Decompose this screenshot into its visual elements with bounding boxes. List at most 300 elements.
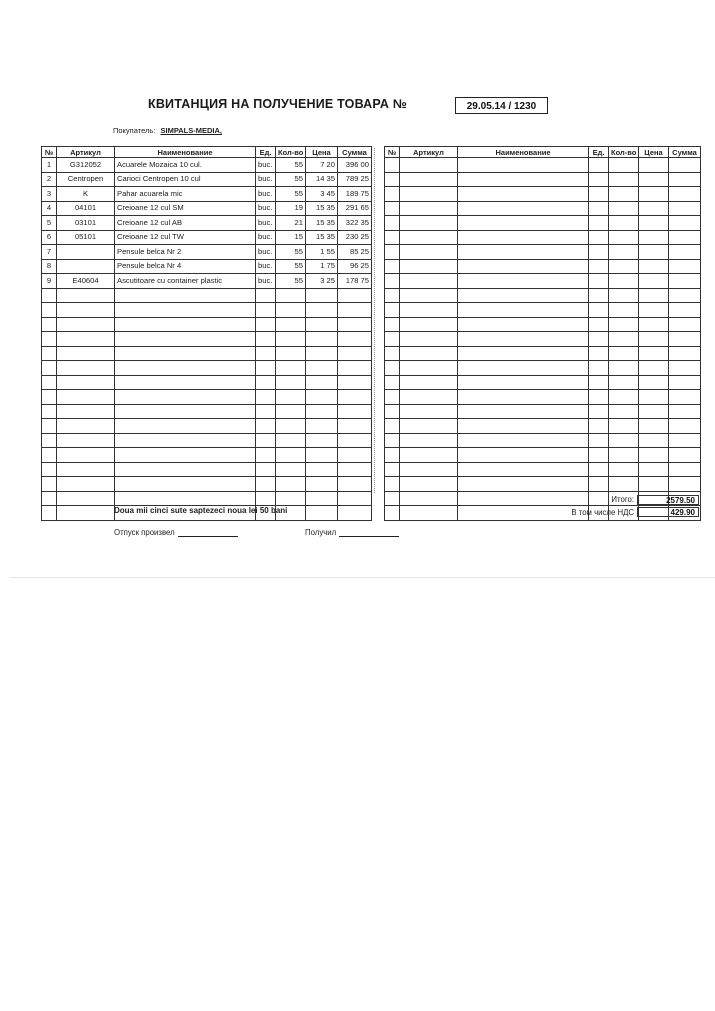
table-row — [42, 303, 372, 318]
cell-unit: buc. — [256, 259, 276, 274]
cell-unit: buc. — [256, 201, 276, 216]
cell-unit — [589, 477, 609, 492]
cell-price — [639, 274, 669, 289]
cell-price — [639, 230, 669, 245]
cell-unit: buc. — [256, 230, 276, 245]
table-row — [385, 230, 701, 245]
cell-no — [385, 230, 400, 245]
cell-sum — [338, 419, 372, 434]
cell-unit: buc. — [256, 274, 276, 289]
table-row — [385, 361, 701, 376]
table-row — [42, 259, 372, 274]
cell-price — [306, 404, 338, 419]
cell-sum — [669, 361, 701, 376]
cell-name — [458, 274, 589, 289]
cell-name — [115, 346, 256, 361]
signature-line — [178, 528, 238, 537]
cell-qty — [609, 158, 639, 173]
cell-sum: 178 75 — [338, 274, 372, 289]
cell-sum: 189 75 — [338, 187, 372, 202]
cell-sum — [669, 274, 701, 289]
cell-no — [42, 491, 57, 506]
cell-price — [306, 332, 338, 347]
cell-name — [115, 288, 256, 303]
table-row — [42, 158, 372, 173]
table-row — [385, 419, 701, 434]
cell-sum: 291 65 — [338, 201, 372, 216]
cell-article — [400, 158, 458, 173]
col-header-price: Цена — [639, 147, 669, 158]
cell-sum — [338, 303, 372, 318]
cell-unit — [256, 390, 276, 405]
table-row — [385, 187, 701, 202]
cell-qty — [609, 419, 639, 434]
cell-qty — [609, 317, 639, 332]
table-row — [42, 332, 372, 347]
cell-no — [385, 433, 400, 448]
cell-no — [385, 404, 400, 419]
cell-name — [458, 245, 589, 260]
table-row — [385, 346, 701, 361]
cell-qty — [276, 346, 306, 361]
table-row — [385, 158, 701, 173]
cell-qty — [276, 491, 306, 506]
cell-unit — [589, 361, 609, 376]
cell-sum: 230 25 — [338, 230, 372, 245]
cell-article — [400, 361, 458, 376]
cell-article — [400, 216, 458, 231]
table-row — [42, 419, 372, 434]
cell-price — [639, 259, 669, 274]
cell-article — [400, 259, 458, 274]
cell-name — [115, 317, 256, 332]
cell-unit — [256, 491, 276, 506]
cell-unit — [589, 172, 609, 187]
cell-article — [57, 390, 115, 405]
cell-qty — [276, 332, 306, 347]
cell-sum — [338, 491, 372, 506]
cell-qty — [276, 375, 306, 390]
cell-name: Creioane 12 cul AB — [115, 216, 256, 231]
cell-no — [385, 332, 400, 347]
cell-sum — [669, 317, 701, 332]
cell-no — [385, 448, 400, 463]
col-header-name: Наименование — [458, 147, 589, 158]
cell-name — [458, 303, 589, 318]
table-row — [385, 274, 701, 289]
cell-price — [306, 317, 338, 332]
col-header-article: Артикул — [57, 147, 115, 158]
cell-article — [57, 448, 115, 463]
cell-qty — [609, 404, 639, 419]
cell-unit: buc. — [256, 216, 276, 231]
cell-unit: buc. — [256, 245, 276, 260]
cell-unit: buc. — [256, 187, 276, 202]
cell-article: K — [57, 187, 115, 202]
cell-unit — [589, 303, 609, 318]
cell-price — [639, 375, 669, 390]
cell-name — [458, 158, 589, 173]
cell-price — [306, 477, 338, 492]
cell-price — [306, 491, 338, 506]
cell-name — [458, 288, 589, 303]
cell-unit — [589, 448, 609, 463]
cell-unit — [589, 216, 609, 231]
cell-no — [385, 259, 400, 274]
cell-qty: 55 — [276, 187, 306, 202]
cell-price — [639, 419, 669, 434]
cell-qty — [276, 288, 306, 303]
cell-article — [57, 419, 115, 434]
total-value: 2579.50 — [637, 495, 699, 505]
cell-article — [400, 390, 458, 405]
cell-name — [115, 404, 256, 419]
cell-qty — [276, 419, 306, 434]
cell-price — [639, 404, 669, 419]
cell-name — [115, 390, 256, 405]
table-row — [385, 462, 701, 477]
cell-unit — [589, 332, 609, 347]
cell-price — [639, 201, 669, 216]
cell-qty — [609, 361, 639, 376]
cell-qty — [609, 462, 639, 477]
cell-qty — [609, 477, 639, 492]
cell-name — [458, 477, 589, 492]
cell-price — [639, 477, 669, 492]
released-label: Отпуск произвел — [114, 528, 175, 537]
cell-name — [115, 448, 256, 463]
col-header-no: № — [385, 147, 400, 158]
page-fold-line — [10, 577, 715, 578]
cell-no — [42, 419, 57, 434]
cell-no — [42, 477, 57, 492]
cell-qty — [276, 303, 306, 318]
cell-name — [115, 361, 256, 376]
cell-unit — [256, 448, 276, 463]
cell-no: 9 — [42, 274, 57, 289]
cell-article: Centropen — [57, 172, 115, 187]
cell-qty — [276, 361, 306, 376]
cell-article — [57, 433, 115, 448]
cell-name — [458, 216, 589, 231]
cell-article — [400, 274, 458, 289]
cell-price — [639, 448, 669, 463]
cell-article — [400, 317, 458, 332]
cell-sum: 396 00 — [338, 158, 372, 173]
cell-name: Creioane 12 cul SM — [115, 201, 256, 216]
cell-sum — [669, 375, 701, 390]
cell-unit — [589, 259, 609, 274]
cell-price — [306, 390, 338, 405]
cell-price — [639, 216, 669, 231]
cell-article — [57, 361, 115, 376]
table-row — [42, 317, 372, 332]
cell-article — [400, 187, 458, 202]
cell-name — [458, 201, 589, 216]
cell-unit — [256, 303, 276, 318]
cell-article — [400, 491, 458, 506]
cell-price — [306, 288, 338, 303]
column-separator-dots — [374, 148, 379, 493]
received-by-signature — [305, 528, 399, 537]
cell-no — [385, 201, 400, 216]
cell-no — [385, 274, 400, 289]
cell-price — [639, 317, 669, 332]
table-row — [385, 317, 701, 332]
cell-no — [385, 187, 400, 202]
cell-article — [57, 462, 115, 477]
cell-no: 6 — [42, 230, 57, 245]
cell-article — [400, 288, 458, 303]
cell-price — [639, 462, 669, 477]
cell-no: 8 — [42, 259, 57, 274]
cell-unit — [589, 201, 609, 216]
cell-qty — [609, 201, 639, 216]
cell-article — [400, 477, 458, 492]
cell-price — [306, 361, 338, 376]
cell-price — [306, 346, 338, 361]
cell-no — [42, 361, 57, 376]
cell-article — [400, 172, 458, 187]
cell-sum — [669, 462, 701, 477]
table-row — [385, 433, 701, 448]
cell-sum — [669, 477, 701, 492]
cell-unit — [589, 346, 609, 361]
cell-sum — [338, 404, 372, 419]
cell-qty — [609, 303, 639, 318]
cell-unit — [589, 375, 609, 390]
cell-no: 1 — [42, 158, 57, 173]
table-row — [42, 230, 372, 245]
col-header-price: Цена — [306, 147, 338, 158]
table-row — [385, 390, 701, 405]
cell-article — [400, 506, 458, 521]
cell-article — [57, 404, 115, 419]
cell-unit — [589, 288, 609, 303]
table-row — [42, 216, 372, 231]
cell-sum — [669, 259, 701, 274]
cell-article — [400, 462, 458, 477]
cell-unit — [256, 375, 276, 390]
cell-sum: 85 25 — [338, 245, 372, 260]
cell-qty — [609, 274, 639, 289]
cell-article — [57, 332, 115, 347]
vat-label: В том числе НДС — [571, 508, 634, 517]
cell-unit — [256, 361, 276, 376]
cell-name — [115, 462, 256, 477]
cell-article — [400, 448, 458, 463]
cell-unit — [589, 230, 609, 245]
cell-qty — [609, 346, 639, 361]
cell-unit — [256, 288, 276, 303]
table-row — [385, 303, 701, 318]
cell-unit — [256, 477, 276, 492]
total-label: Итого: — [611, 495, 634, 504]
cell-sum — [338, 346, 372, 361]
cell-no — [385, 477, 400, 492]
table-row — [42, 201, 372, 216]
cell-no — [42, 390, 57, 405]
table-row — [42, 187, 372, 202]
cell-article: G312052 — [57, 158, 115, 173]
cell-no — [42, 404, 57, 419]
cell-name — [458, 317, 589, 332]
cell-qty — [609, 433, 639, 448]
table-row — [385, 477, 701, 492]
cell-name — [115, 332, 256, 347]
cell-name — [115, 303, 256, 318]
cell-sum — [669, 346, 701, 361]
cell-qty — [609, 332, 639, 347]
cell-name — [458, 172, 589, 187]
cell-no: 2 — [42, 172, 57, 187]
cell-no: 5 — [42, 216, 57, 231]
cell-price — [306, 462, 338, 477]
document-title: КВИТАНЦИЯ НА ПОЛУЧЕНИЕ ТОВАРА № — [148, 97, 407, 111]
cell-name: Creioane 12 cul TW — [115, 230, 256, 245]
cell-article — [400, 245, 458, 260]
cell-sum — [338, 390, 372, 405]
cell-sum — [669, 419, 701, 434]
cell-sum — [338, 332, 372, 347]
cell-unit — [256, 462, 276, 477]
cell-qty — [609, 375, 639, 390]
cell-article — [57, 491, 115, 506]
cell-no — [385, 375, 400, 390]
cell-price: 15 35 — [306, 216, 338, 231]
cell-name — [115, 491, 256, 506]
cell-price — [639, 433, 669, 448]
table-row — [42, 274, 372, 289]
cell-no — [385, 419, 400, 434]
cell-sum: 96 25 — [338, 259, 372, 274]
cell-qty — [276, 433, 306, 448]
cell-sum: 789 25 — [338, 172, 372, 187]
table-row — [385, 332, 701, 347]
cell-price: 1 75 — [306, 259, 338, 274]
cell-price — [306, 506, 338, 521]
cell-qty — [609, 187, 639, 202]
cell-name — [115, 433, 256, 448]
cell-sum — [669, 303, 701, 318]
cell-name — [458, 375, 589, 390]
cell-sum — [338, 477, 372, 492]
cell-article: 04101 — [57, 201, 115, 216]
cell-article — [400, 375, 458, 390]
cell-no — [385, 303, 400, 318]
table-row — [385, 404, 701, 419]
goods-table-right — [384, 146, 701, 521]
cell-no — [385, 506, 400, 521]
cell-qty — [276, 448, 306, 463]
col-header-sum: Сумма — [338, 147, 372, 158]
cell-qty — [276, 477, 306, 492]
cell-sum — [669, 187, 701, 202]
cell-unit — [589, 317, 609, 332]
cell-no — [42, 303, 57, 318]
table-row — [42, 390, 372, 405]
cell-no — [42, 448, 57, 463]
cell-name — [458, 390, 589, 405]
cell-sum: 322 35 — [338, 216, 372, 231]
cell-article — [400, 230, 458, 245]
col-header-no: № — [42, 147, 57, 158]
cell-unit — [256, 404, 276, 419]
cell-price — [639, 158, 669, 173]
cell-article: 03101 — [57, 216, 115, 231]
cell-sum — [338, 462, 372, 477]
col-header-qty: Кол-во — [276, 147, 306, 158]
cell-article — [57, 375, 115, 390]
cell-price — [639, 187, 669, 202]
cell-article — [57, 317, 115, 332]
table-row — [385, 172, 701, 187]
cell-name: Pensule belca Nr 2 — [115, 245, 256, 260]
cell-name — [458, 259, 589, 274]
goods-table-left — [41, 146, 372, 521]
cell-sum — [338, 506, 372, 521]
cell-sum — [669, 433, 701, 448]
cell-price — [639, 346, 669, 361]
cell-qty: 55 — [276, 274, 306, 289]
table-row — [385, 375, 701, 390]
cell-no — [385, 491, 400, 506]
cell-sum — [338, 448, 372, 463]
cell-unit — [589, 158, 609, 173]
cell-sum — [338, 288, 372, 303]
cell-qty: 55 — [276, 245, 306, 260]
cell-article — [400, 433, 458, 448]
cell-price — [306, 433, 338, 448]
cell-sum — [669, 332, 701, 347]
cell-unit: buc. — [256, 158, 276, 173]
released-by-signature — [114, 528, 238, 537]
cell-price — [306, 448, 338, 463]
cell-no — [42, 332, 57, 347]
table-row — [385, 448, 701, 463]
cell-no: 4 — [42, 201, 57, 216]
cell-price — [639, 172, 669, 187]
table-row — [385, 216, 701, 231]
table-row — [42, 375, 372, 390]
cell-no — [385, 216, 400, 231]
cell-price: 15 35 — [306, 230, 338, 245]
cell-price — [639, 288, 669, 303]
buyer-label: Покупатель: — [113, 126, 156, 135]
cell-qty: 55 — [276, 259, 306, 274]
table-row — [42, 433, 372, 448]
cell-unit — [589, 462, 609, 477]
cell-price — [639, 390, 669, 405]
cell-qty: 55 — [276, 158, 306, 173]
cell-sum — [669, 390, 701, 405]
table-row — [385, 201, 701, 216]
col-header-unit: Ед. — [256, 147, 276, 158]
buyer-name: SIMPALS-MEDIA, — [160, 126, 223, 135]
cell-qty — [276, 390, 306, 405]
cell-article: 05101 — [57, 230, 115, 245]
col-header-unit: Ед. — [589, 147, 609, 158]
cell-article — [400, 419, 458, 434]
cell-unit — [256, 419, 276, 434]
cell-name — [115, 477, 256, 492]
cell-unit — [256, 346, 276, 361]
cell-article — [57, 346, 115, 361]
table-row — [42, 172, 372, 187]
cell-sum — [669, 230, 701, 245]
cell-name — [115, 419, 256, 434]
cell-price — [639, 361, 669, 376]
